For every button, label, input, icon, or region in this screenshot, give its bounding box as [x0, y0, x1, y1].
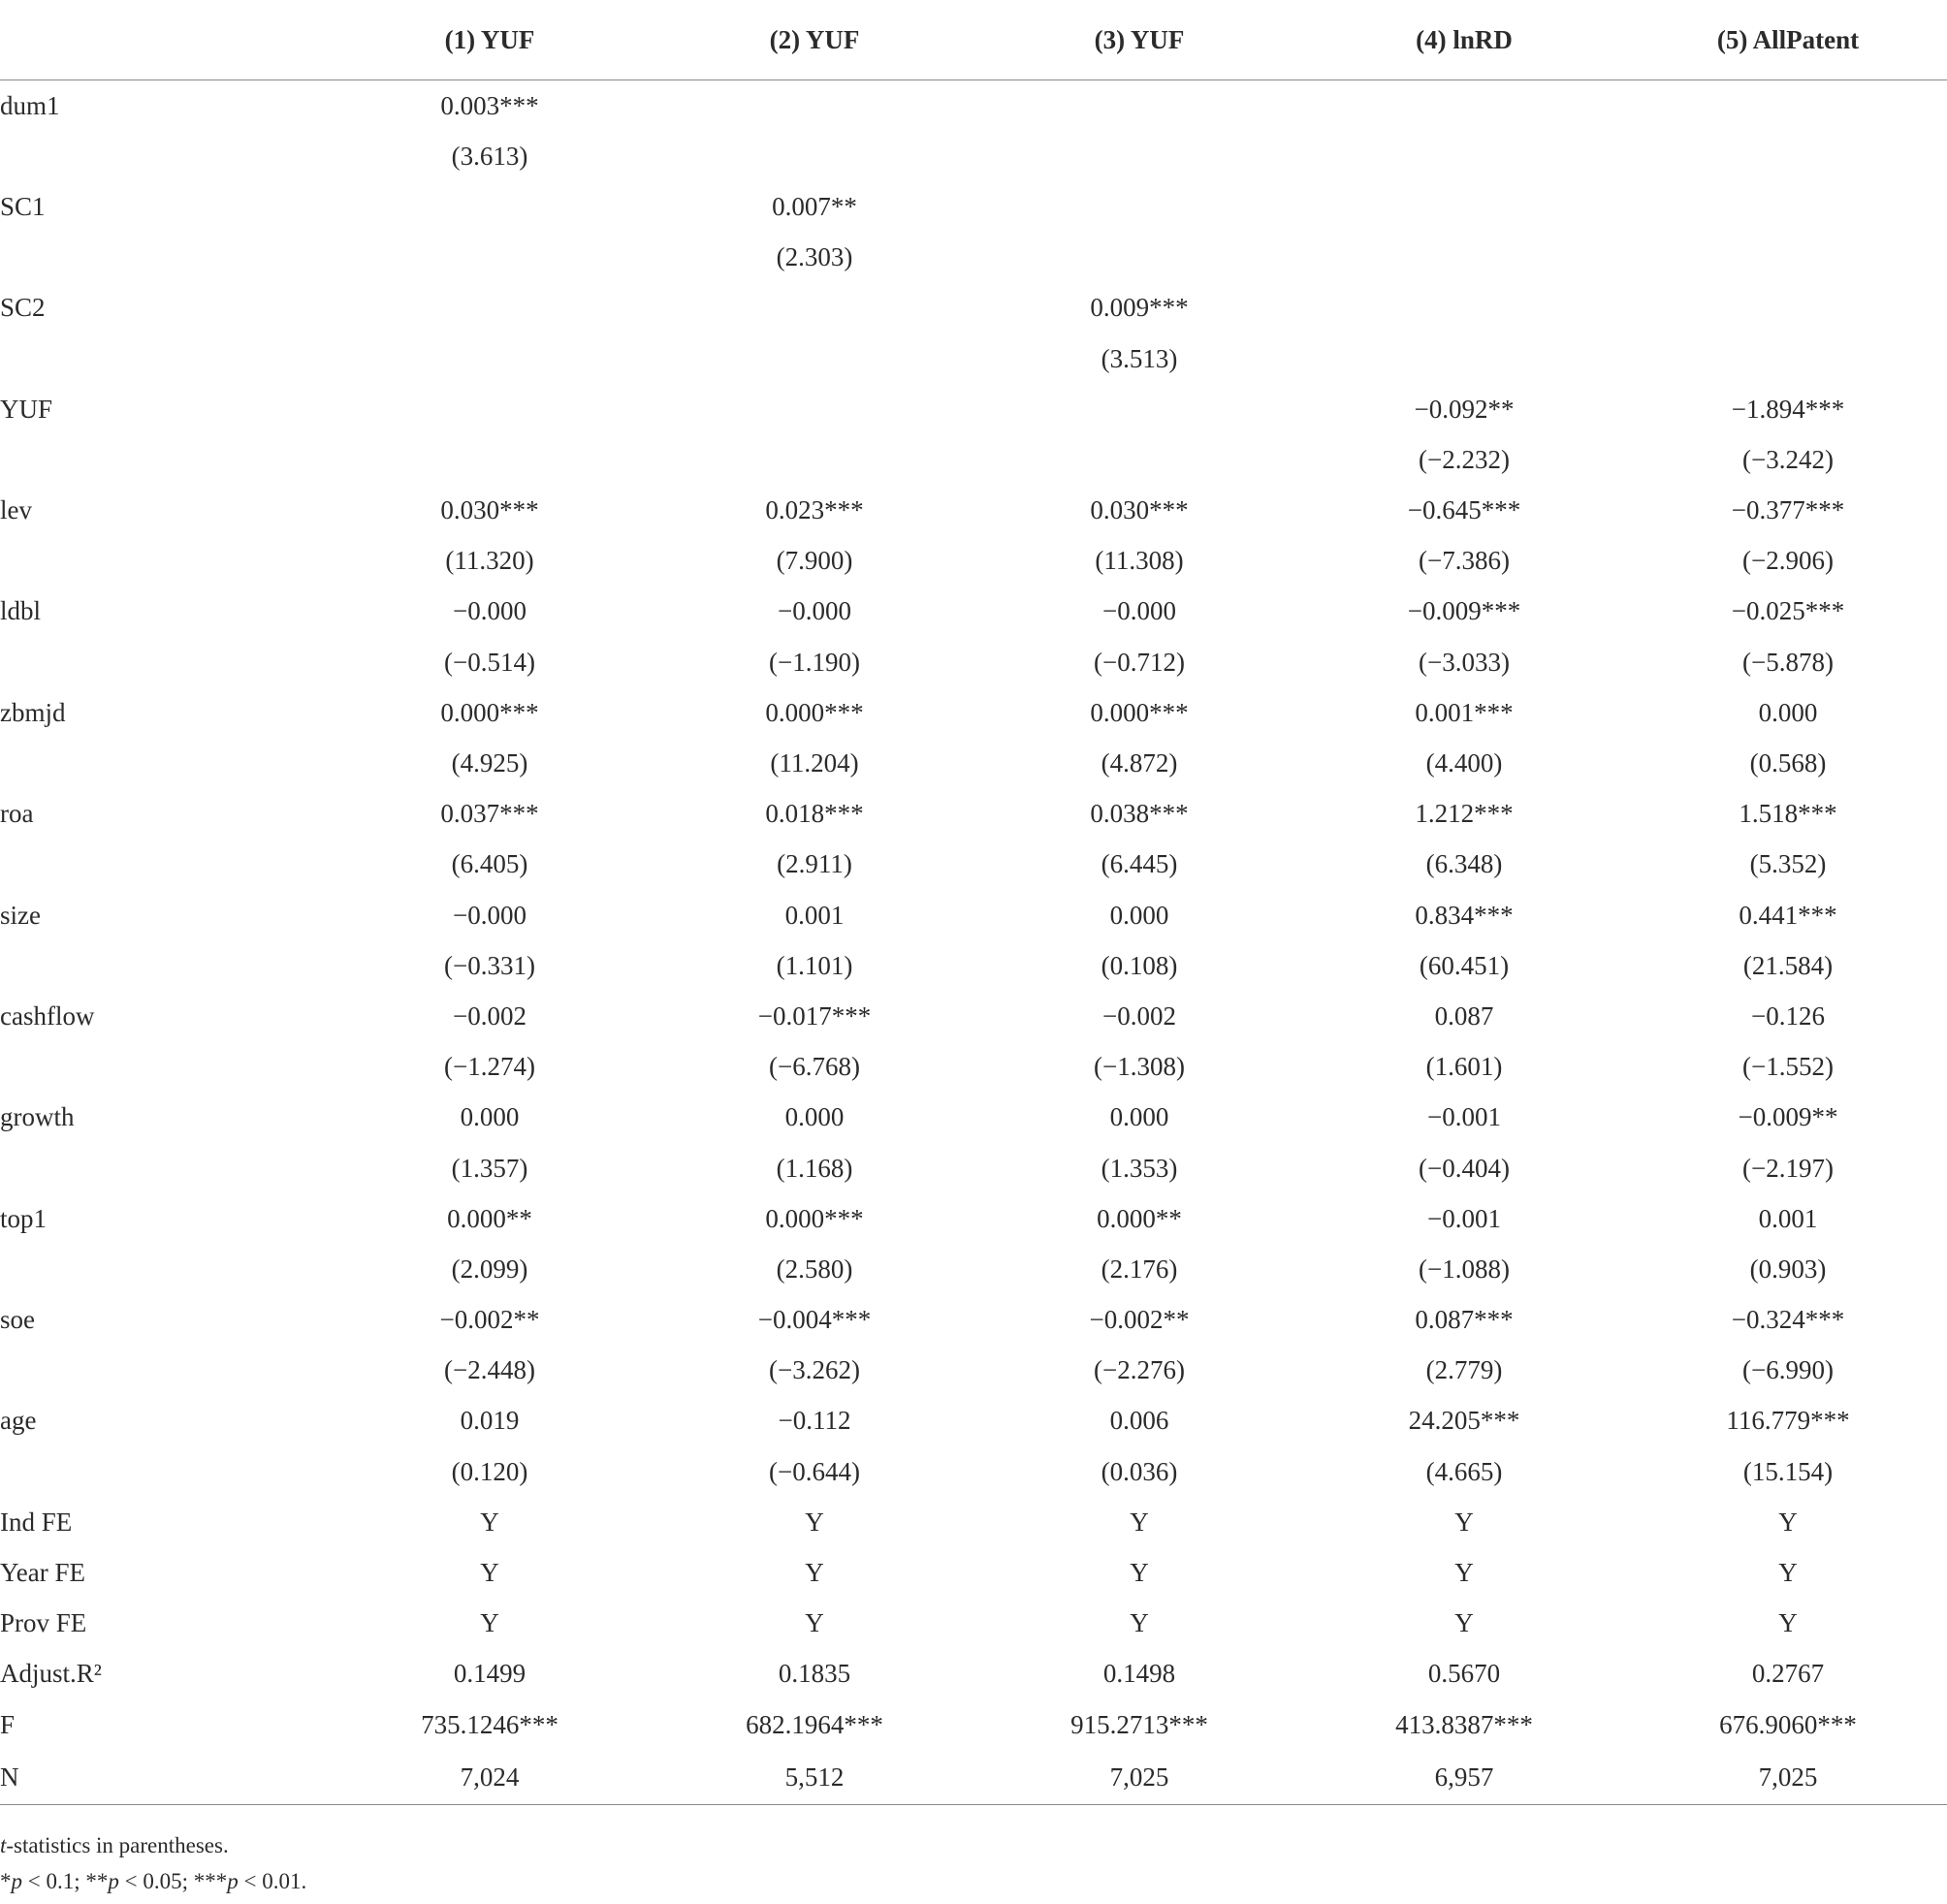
table-cell: (−1.308) — [1094, 1052, 1185, 1082]
row-label — [0, 1042, 330, 1093]
table-row — [0, 738, 1947, 788]
table-cell — [979, 434, 1299, 485]
table-cell: 1.212*** — [1415, 799, 1514, 829]
row-label: ldbl — [0, 596, 42, 626]
table-cell: (4.872) — [1101, 748, 1178, 778]
row-label — [0, 738, 330, 788]
table-cell: −0.025*** — [1731, 596, 1845, 626]
table-cell: (5.352) — [1749, 849, 1827, 879]
row-label: dum1 — [0, 90, 60, 120]
table-cell: 0.000** — [1097, 1203, 1182, 1233]
row-label: growth — [0, 1102, 75, 1132]
table-row — [0, 434, 1947, 485]
table-cell: (−6.768) — [769, 1052, 860, 1082]
table-cell: −0.001 — [1427, 1203, 1501, 1233]
table-cell: 6,957 — [1299, 1750, 1629, 1805]
row-label: age — [0, 1406, 37, 1436]
table-row — [0, 789, 1947, 840]
table-cell: Y — [1454, 1608, 1474, 1638]
table-cell: (2.303) — [776, 242, 853, 272]
table-cell: (15.154) — [1742, 1456, 1834, 1486]
table-cell — [330, 283, 650, 333]
table-row — [0, 1396, 1947, 1446]
table-cell: (6.445) — [1101, 849, 1178, 879]
table-cell: Y — [1130, 1608, 1149, 1638]
table-cell: 0.1498 — [1102, 1659, 1176, 1689]
table-row — [0, 333, 1947, 384]
row-label: Year FE — [0, 1558, 86, 1588]
table-row — [0, 131, 1947, 181]
table-cell — [330, 384, 650, 434]
table-cell: −0.092** — [1414, 394, 1515, 424]
table-notes — [0, 1827, 306, 1899]
note-t-statistics — [0, 1827, 306, 1863]
table-cell: 0.000 — [460, 1102, 520, 1132]
table-cell: (−0.404) — [1419, 1153, 1510, 1183]
table-row — [0, 991, 1947, 1041]
table-cell: 0.000*** — [765, 1203, 864, 1233]
table-cell: 0.037*** — [440, 799, 539, 829]
table-cell: 7,025 — [979, 1750, 1299, 1805]
table-cell: (−3.262) — [769, 1355, 860, 1385]
table-cell: −0.000 — [453, 900, 527, 930]
table-cell: 0.000 — [1109, 900, 1169, 930]
table-cell: 0.019 — [460, 1406, 520, 1436]
row-label: cashflow — [0, 1000, 95, 1031]
table-row — [0, 1244, 1947, 1294]
table-cell — [650, 131, 979, 181]
row-label — [0, 536, 330, 587]
table-cell: Y — [1454, 1507, 1474, 1537]
table-body — [0, 80, 1947, 1805]
row-label: soe — [0, 1305, 35, 1335]
table-cell — [979, 233, 1299, 283]
table-cell: (1.168) — [776, 1153, 853, 1183]
row-label — [0, 233, 330, 283]
header-cell-model-5: (5) AllPatent — [1629, 0, 1947, 80]
row-label: Ind FE — [0, 1507, 73, 1537]
table-cell: 7,025 — [1629, 1750, 1947, 1805]
header-cell-model-4: (4) lnRD — [1299, 0, 1629, 80]
table-cell: (−2.276) — [1094, 1355, 1185, 1385]
table-cell: (0.120) — [451, 1456, 528, 1486]
table-cell: 5,512 — [650, 1750, 979, 1805]
table-cell: (−3.242) — [1742, 444, 1834, 474]
table-cell — [1299, 283, 1629, 333]
table-cell: −0.002** — [439, 1305, 540, 1335]
table-cell: 0.009*** — [1090, 293, 1189, 323]
table-cell: (4.925) — [451, 748, 528, 778]
table-cell — [650, 333, 979, 384]
header-row — [0, 0, 1947, 80]
table-cell: (4.400) — [1425, 748, 1503, 778]
table-cell: 116.779*** — [1726, 1406, 1850, 1436]
table-cell: Y — [480, 1507, 499, 1537]
table-row — [0, 80, 1947, 132]
table-cell: −0.645*** — [1407, 495, 1521, 525]
table-row — [0, 1093, 1947, 1143]
table-cell: (1.101) — [776, 950, 853, 980]
table-cell — [650, 384, 979, 434]
table-cell: −0.009*** — [1407, 596, 1521, 626]
table-cell: (−2.197) — [1742, 1153, 1834, 1183]
table-cell — [979, 131, 1299, 181]
table-cell: 0.006 — [1109, 1406, 1169, 1436]
table-cell: 0.000 — [1109, 1102, 1169, 1132]
table-row — [0, 536, 1947, 587]
table-cell: 0.441*** — [1739, 900, 1837, 930]
table-cell: 0.001 — [1758, 1203, 1818, 1233]
table-cell: (−1.190) — [769, 647, 860, 677]
row-label — [0, 1446, 330, 1497]
row-label: lev — [0, 495, 32, 525]
table-cell — [1299, 233, 1629, 283]
table-row — [0, 1042, 1947, 1093]
table-cell: −0.377*** — [1731, 495, 1845, 525]
table-cell: 0.000 — [784, 1102, 845, 1132]
table-cell: (−0.644) — [769, 1456, 860, 1486]
table-cell: (6.405) — [451, 849, 528, 879]
table-cell: −0.001 — [1427, 1102, 1501, 1132]
table-row — [0, 1346, 1947, 1396]
row-label: Prov FE — [0, 1608, 87, 1638]
table-cell: (−2.906) — [1742, 546, 1834, 576]
table-cell: 915.2713*** — [1070, 1709, 1208, 1739]
row-label: SC2 — [0, 293, 46, 323]
table-cell: (−1.552) — [1742, 1052, 1834, 1082]
table-row — [0, 1143, 1947, 1193]
table-cell: 0.003*** — [440, 90, 539, 120]
table-cell: 682.1964*** — [746, 1709, 883, 1739]
table-row — [0, 890, 1947, 940]
table-cell: 0.018*** — [765, 799, 864, 829]
note-t-text: -statistics in parentheses. — [6, 1833, 229, 1857]
table-cell — [330, 333, 650, 384]
table-cell: (3.613) — [451, 141, 528, 171]
table-row — [0, 1649, 1947, 1699]
table-cell: (4.665) — [1425, 1456, 1503, 1486]
table-cell: 735.1246*** — [421, 1709, 559, 1739]
row-label — [0, 1244, 330, 1294]
table-cell: 0.000 — [1758, 697, 1818, 727]
table-cell — [1629, 333, 1947, 384]
table-cell: Y — [1454, 1558, 1474, 1588]
row-label: YUF — [0, 394, 53, 424]
header-cell-model-1: (1) YUF — [330, 0, 650, 80]
table-row — [0, 384, 1947, 434]
table-cell — [330, 233, 650, 283]
table-cell: 0.023*** — [765, 495, 864, 525]
table-cell: (21.584) — [1742, 950, 1834, 980]
table-cell: 0.5670 — [1427, 1659, 1501, 1689]
table-cell — [650, 434, 979, 485]
table-cell — [979, 80, 1299, 132]
table-cell — [1299, 131, 1629, 181]
table-row — [0, 1193, 1947, 1244]
table-cell — [1299, 181, 1629, 232]
row-label: SC1 — [0, 191, 46, 221]
header-cell-model-3: (3) YUF — [979, 0, 1299, 80]
table-row — [0, 1295, 1947, 1346]
row-label — [0, 940, 330, 991]
table-row — [0, 1750, 1947, 1805]
table-cell: (7.900) — [776, 546, 853, 576]
row-label: roa — [0, 799, 34, 829]
table-cell: −0.002 — [1102, 1000, 1176, 1031]
table-row — [0, 687, 1947, 738]
table-cell: Y — [805, 1558, 824, 1588]
table-row — [0, 181, 1947, 232]
table-cell: (2.580) — [776, 1253, 853, 1284]
table-cell: −1.894*** — [1731, 394, 1845, 424]
table-cell: (0.568) — [1749, 748, 1827, 778]
table-row — [0, 1446, 1947, 1497]
row-label: N — [0, 1750, 330, 1805]
table-cell: 0.000*** — [765, 697, 864, 727]
table-cell: 676.9060*** — [1719, 1709, 1857, 1739]
table-cell: (11.204) — [770, 748, 859, 778]
row-label: Adjust.R² — [0, 1659, 102, 1689]
table-cell: 0.000** — [447, 1203, 532, 1233]
table-cell: 7,024 — [330, 1750, 650, 1805]
table-cell: (6.348) — [1425, 849, 1503, 879]
table-cell — [1299, 80, 1629, 132]
row-label — [0, 637, 330, 687]
table-cell: 0.1835 — [778, 1659, 851, 1689]
table-row — [0, 283, 1947, 333]
table-row — [0, 940, 1947, 991]
table-cell: (−2.448) — [444, 1355, 535, 1385]
table-cell: −0.009** — [1738, 1102, 1838, 1132]
table-cell: 0.087*** — [1415, 1305, 1514, 1335]
table-cell: Y — [1778, 1507, 1798, 1537]
table-row — [0, 486, 1947, 536]
table-row — [0, 1599, 1947, 1649]
table-cell: Y — [805, 1507, 824, 1537]
table-cell: (0.903) — [1749, 1253, 1827, 1284]
note-sig-p: p — [11, 1869, 22, 1893]
table-cell: 0.834*** — [1415, 900, 1514, 930]
table-cell: (−7.386) — [1419, 546, 1510, 576]
table-cell: −0.000 — [1102, 596, 1176, 626]
table-cell: 0.2767 — [1751, 1659, 1825, 1689]
table-cell: 0.007** — [772, 191, 857, 221]
table-row — [0, 637, 1947, 687]
note-sig-p: p — [108, 1869, 119, 1893]
table-cell: Y — [480, 1608, 499, 1638]
table-cell: (1.357) — [451, 1153, 528, 1183]
table-cell: −0.112 — [778, 1406, 851, 1436]
note-t-symbol: t — [0, 1833, 7, 1857]
table-cell: (−0.331) — [444, 950, 535, 980]
table-cell — [650, 283, 979, 333]
row-label — [0, 1346, 330, 1396]
table-cell: (−5.878) — [1742, 647, 1834, 677]
table-cell: (2.779) — [1425, 1355, 1503, 1385]
note-sig-part: < 0.05; *** — [118, 1869, 228, 1893]
note-sig-part: * — [0, 1869, 12, 1893]
table-cell: (2.099) — [451, 1253, 528, 1284]
table-cell: (−2.232) — [1419, 444, 1510, 474]
table-cell: (−0.712) — [1094, 647, 1185, 677]
table-row — [0, 1699, 1947, 1750]
table-cell — [979, 181, 1299, 232]
table-cell: Y — [1130, 1558, 1149, 1588]
table-cell: 24.205*** — [1408, 1406, 1520, 1436]
table-cell: −0.002 — [453, 1000, 527, 1031]
table-cell: Y — [480, 1558, 499, 1588]
row-label: zbmjd — [0, 697, 66, 727]
table-cell: −0.324*** — [1731, 1305, 1845, 1335]
table-cell: 0.038*** — [1090, 799, 1189, 829]
table-cell: 413.8387*** — [1395, 1709, 1533, 1739]
note-sig-part: < 0.01. — [238, 1869, 307, 1893]
table-row — [0, 840, 1947, 890]
table-cell: −0.000 — [778, 596, 851, 626]
table-cell: −0.002** — [1089, 1305, 1190, 1335]
table-cell: 0.001*** — [1415, 697, 1514, 727]
row-label: top1 — [0, 1203, 48, 1233]
row-label — [0, 1143, 330, 1193]
note-sig-p: p — [227, 1869, 239, 1893]
table-cell: 0.000*** — [1090, 697, 1189, 727]
row-label: F — [0, 1709, 16, 1739]
note-significance — [0, 1863, 306, 1899]
table-cell: −0.004*** — [757, 1305, 872, 1335]
table-cell — [1629, 80, 1947, 132]
table-cell: (−0.514) — [444, 647, 535, 677]
table-cell: (2.911) — [777, 849, 852, 879]
note-sig-part: < 0.1; ** — [22, 1869, 109, 1893]
table-cell — [330, 434, 650, 485]
table-cell: 0.087 — [1434, 1000, 1494, 1031]
table-cell: (1.353) — [1101, 1153, 1178, 1183]
row-label — [0, 840, 330, 890]
table-cell — [1629, 233, 1947, 283]
table-row — [0, 1547, 1947, 1598]
table-cell — [330, 181, 650, 232]
table-cell — [1629, 283, 1947, 333]
table-cell: 0.030*** — [1090, 495, 1189, 525]
table-cell — [979, 384, 1299, 434]
table-cell: (−1.274) — [444, 1052, 535, 1082]
table-cell: −0.000 — [453, 596, 527, 626]
table-cell: Y — [1130, 1507, 1149, 1537]
header-cell-variable — [0, 0, 330, 80]
table-cell: (−1.088) — [1419, 1253, 1510, 1284]
table-cell: −0.017*** — [757, 1000, 872, 1031]
table-row — [0, 233, 1947, 283]
table-cell: 0.030*** — [440, 495, 539, 525]
table-cell: 0.000*** — [440, 697, 539, 727]
row-label — [0, 333, 330, 384]
table-cell: (11.320) — [445, 546, 534, 576]
table-cell: Y — [1778, 1558, 1798, 1588]
table-cell: (0.036) — [1101, 1456, 1178, 1486]
table-row — [0, 1497, 1947, 1547]
table-row — [0, 587, 1947, 637]
table-cell: (−6.990) — [1742, 1355, 1834, 1385]
table-cell: (−3.033) — [1419, 647, 1510, 677]
table-cell: 1.518*** — [1739, 799, 1837, 829]
table-cell — [650, 80, 979, 132]
header-cell-model-2: (2) YUF — [650, 0, 979, 80]
table-cell: Y — [805, 1608, 824, 1638]
table-cell — [1299, 333, 1629, 384]
table-cell: (3.513) — [1101, 343, 1178, 373]
table-cell: (2.176) — [1101, 1253, 1178, 1284]
row-label — [0, 131, 330, 181]
table-cell — [1629, 181, 1947, 232]
row-label: size — [0, 900, 41, 930]
row-label — [0, 434, 330, 485]
table-cell: (0.108) — [1101, 950, 1178, 980]
table-cell: 0.001 — [784, 900, 845, 930]
table-cell: (1.601) — [1425, 1052, 1503, 1082]
table-cell — [1629, 131, 1947, 181]
table-cell: Y — [1778, 1608, 1798, 1638]
table-cell: 0.1499 — [453, 1659, 527, 1689]
table-cell: (60.451) — [1419, 950, 1510, 980]
table-cell: −0.126 — [1751, 1000, 1825, 1031]
table-cell: (11.308) — [1095, 546, 1184, 576]
